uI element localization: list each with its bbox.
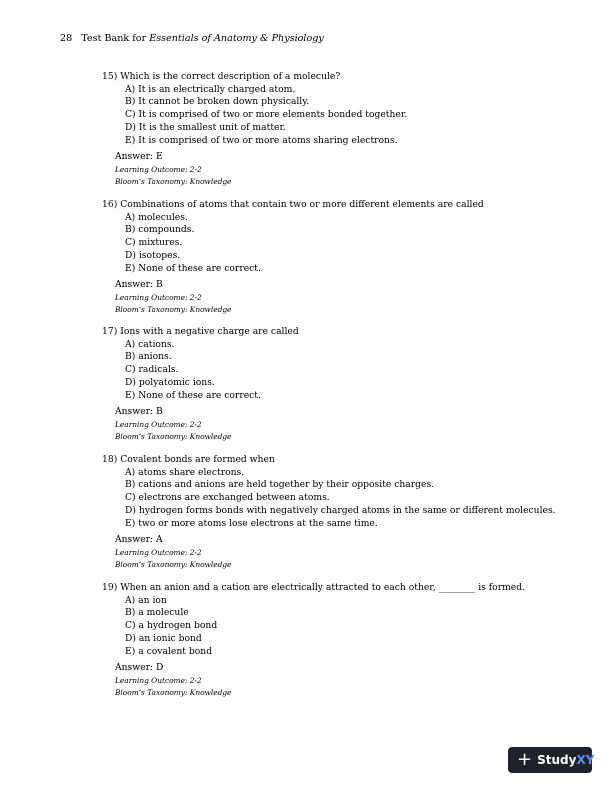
choice-d: D) hydrogen forms bonds with negatively charged atoms in the same or different molecules. <box>125 504 556 516</box>
plus-icon: + <box>517 749 533 770</box>
question-stem: 15) Which is the correct description of a molecule? <box>102 71 341 82</box>
choice-b: B) It cannot be broken down physically. <box>125 96 310 108</box>
brand-study: Study <box>537 753 577 767</box>
learning-outcome: Learning Outcome: 2-2 <box>115 675 202 685</box>
blooms-taxonomy: Bloom’s Taxonomy: Knowledge <box>115 431 232 441</box>
question-17 <box>102 326 299 442</box>
learning-outcome: Learning Outcome: 2-2 <box>115 419 202 429</box>
choice-b: B) anions. <box>125 351 172 363</box>
question-stem: 18) Covalent bonds are formed when <box>102 454 275 465</box>
page-number: 28 <box>60 33 73 44</box>
choice-a: A) atoms share electrons. <box>125 466 245 478</box>
question-15 <box>102 71 407 187</box>
choice-e: E) It is comprised of two or more atoms sharing electrons. <box>125 134 398 146</box>
choice-c: C) mixtures. <box>125 237 183 249</box>
choice-b: B) cations and anions are held together by their opposite charges. <box>125 479 435 491</box>
choice-c: C) radicals. <box>125 364 179 376</box>
choice-c: C) It is comprised of two or more elements bonded together. <box>125 109 408 121</box>
question-stem: 19) When an anion and a cation are electrically attracted to each other, ________ is formed. <box>102 582 526 593</box>
choice-e: E) two or more atoms lose electrons at the same time. <box>125 517 378 529</box>
choice-d: D) an ionic bond <box>125 632 202 644</box>
choice-b: B) compounds. <box>125 224 195 236</box>
blooms-taxonomy: Bloom’s Taxonomy: Knowledge <box>115 687 232 697</box>
header-book-title: Essentials of Anatomy & Physiology <box>149 33 324 44</box>
learning-outcome: Learning Outcome: 2-2 <box>115 547 202 557</box>
header-title-prefix: Test Bank for <box>81 33 150 44</box>
question-18 <box>102 454 556 570</box>
choice-a: A) an ion <box>125 594 167 606</box>
question-19 <box>102 582 525 698</box>
choice-e: E) None of these are correct. <box>125 262 261 274</box>
answer-choices <box>102 84 407 148</box>
answer-key: Answer: E <box>115 151 163 163</box>
choice-e: E) None of these are correct. <box>125 389 261 401</box>
choice-d: D) polyatomic ions. <box>125 376 215 388</box>
answer-key: Answer: D <box>115 662 164 674</box>
choice-a: A) molecules. <box>125 211 188 223</box>
choice-c: C) a hydrogen bond <box>125 620 218 632</box>
answer-choices <box>102 595 525 659</box>
answer-choices <box>102 212 484 276</box>
answer-key: Answer: B <box>115 406 163 418</box>
question-stem: 17) Ions with a negative charge are called <box>102 326 299 337</box>
learning-outcome: Learning Outcome: 2-2 <box>115 292 202 302</box>
question-16 <box>102 199 484 315</box>
choice-a: A) It is an electrically charged atom. <box>125 83 296 95</box>
question-stem: 16) Combinations of atoms that contain two or more different elements are called <box>102 199 484 210</box>
choice-a: A) cations. <box>125 338 175 350</box>
blooms-taxonomy: Bloom’s Taxonomy: Knowledge <box>115 304 232 314</box>
choice-d: D) isotopes. <box>125 249 181 261</box>
answer-key: Answer: A <box>115 534 163 546</box>
learning-outcome: Learning Outcome: 2-2 <box>115 164 202 174</box>
page-header <box>60 33 324 44</box>
answer-choices <box>102 467 556 531</box>
choice-e: E) a covalent bond <box>125 645 213 657</box>
choice-b: B) a molecule <box>125 607 189 619</box>
answer-key: Answer: B <box>115 279 163 291</box>
choice-c: C) electrons are exchanged between atoms. <box>125 492 330 504</box>
blooms-taxonomy: Bloom’s Taxonomy: Knowledge <box>115 176 232 186</box>
choice-d: D) It is the smallest unit of matter. <box>125 121 286 133</box>
brand-xy: XY <box>576 753 595 767</box>
answer-choices <box>102 339 299 403</box>
blooms-taxonomy: Bloom’s Taxonomy: Knowledge <box>115 559 232 569</box>
studyxy-badge[interactable] <box>508 747 595 773</box>
